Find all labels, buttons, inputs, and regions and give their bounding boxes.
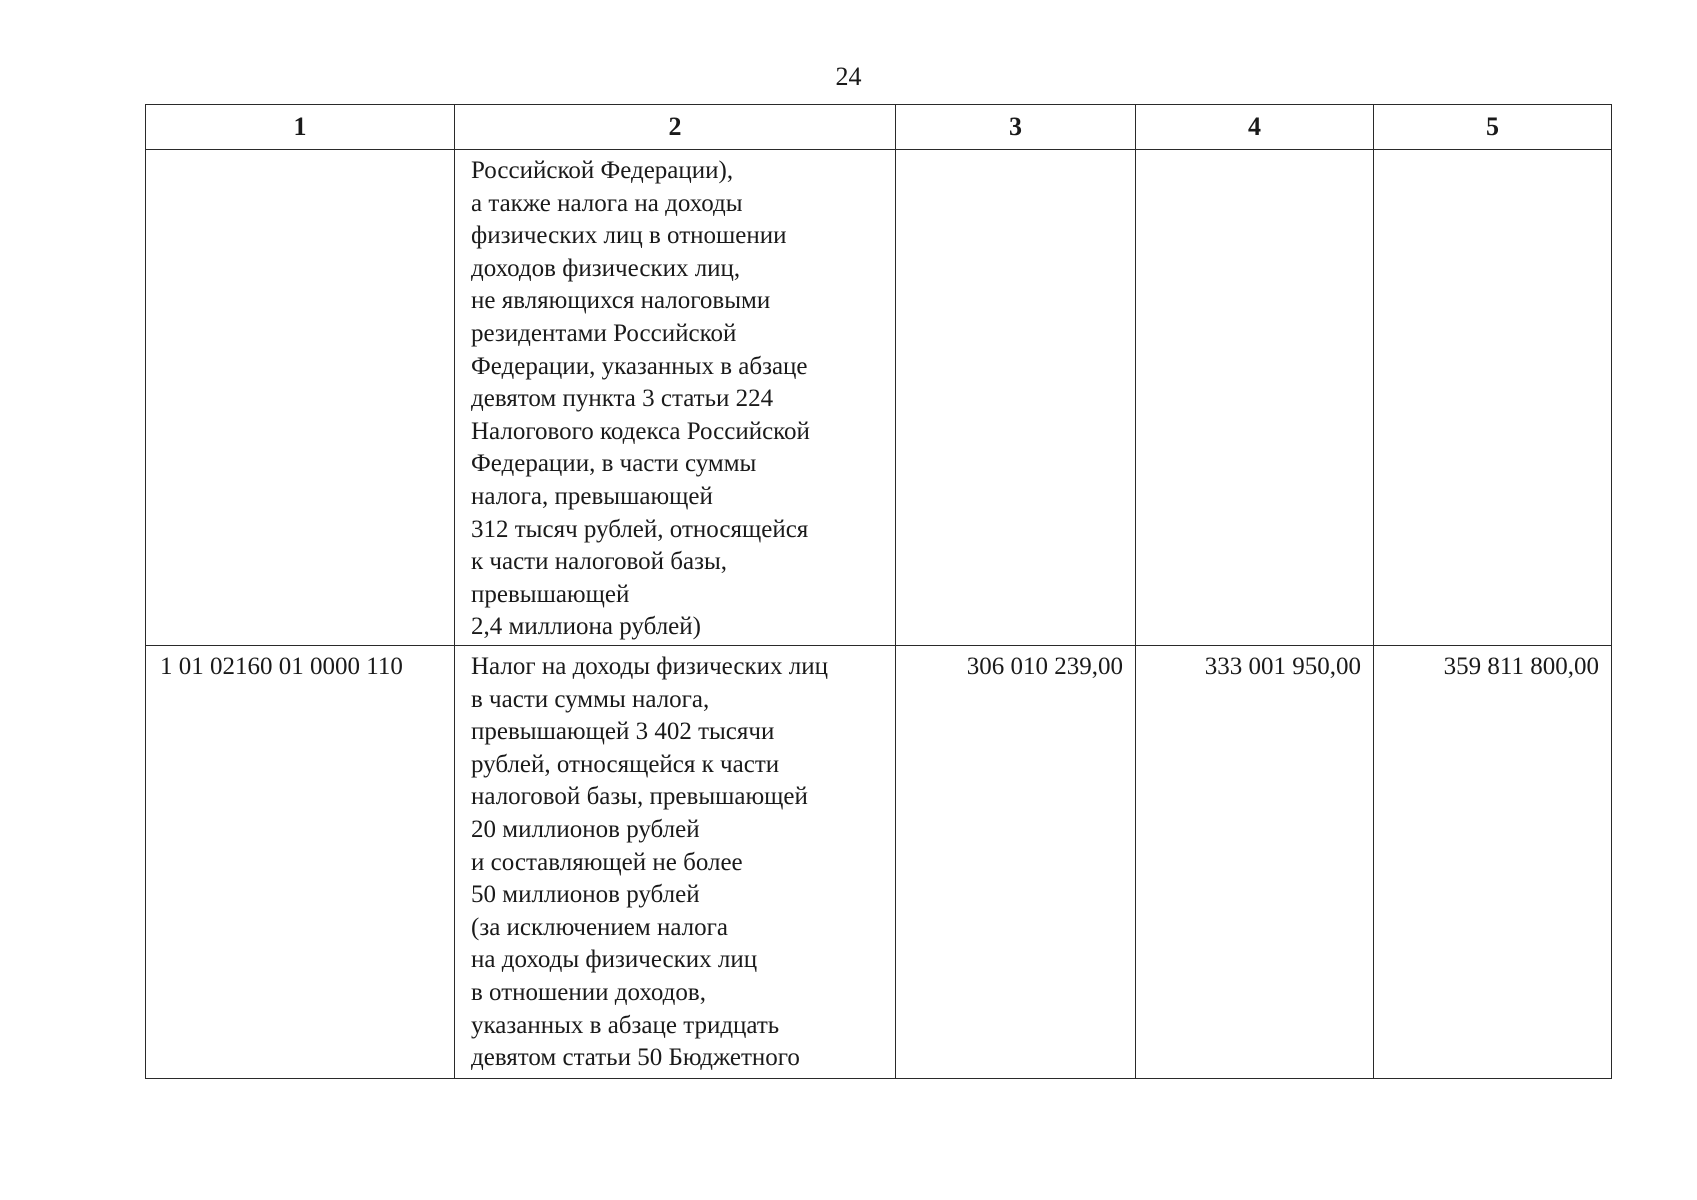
column-header-5: 5 [1374, 105, 1612, 150]
description-cell [455, 646, 896, 1079]
description-line: доходов физических лиц, [471, 254, 741, 282]
description-cell [455, 150, 896, 646]
description-line: и составляющей не более [471, 848, 743, 876]
table-row [146, 150, 1612, 646]
description-line: 312 тысяч рублей, относящейся [471, 515, 809, 543]
table-header-row [146, 105, 1612, 150]
description-line: превышающей [471, 580, 630, 608]
description-line: указанных в абзаце тридцать [471, 1011, 780, 1039]
amount-cell-col5: 359 811 800,00 [1374, 646, 1612, 1079]
description-line: Федерации, в части суммы [471, 450, 757, 478]
code-cell: 1 01 02160 01 0000 110 [146, 646, 455, 1079]
description-line: (за исключением налога [471, 913, 728, 941]
description-line: Налог на доходы физических лиц [471, 653, 828, 680]
description-line: не являющихся налоговыми [471, 287, 771, 315]
table-row [146, 646, 1612, 1079]
description-line: девятом пункта 3 статьи 224 [471, 385, 774, 413]
amount-cell-col5 [1374, 150, 1612, 646]
description-line: Федерации, указанных в абзаце [471, 352, 808, 380]
description-line: рублей, относящейся к части [471, 750, 780, 778]
description-line: превышающей 3 402 тысячи [471, 718, 775, 746]
column-header-2: 2 [455, 105, 896, 150]
description-line: 20 миллионов рублей [471, 815, 700, 843]
description-line: Российской Федерации), [471, 157, 734, 184]
description-line: налоговой базы, превышающей [471, 783, 808, 811]
description-line: а также налога на доходы [471, 189, 743, 217]
column-header-1: 1 [146, 105, 455, 150]
description-line: Налогового кодекса Российской [471, 417, 810, 445]
column-header-4: 4 [1136, 105, 1374, 150]
amount-cell-col3 [896, 150, 1136, 646]
description-line: физических лиц в отношении [471, 222, 787, 250]
amount-cell-col4: 333 001 950,00 [1136, 646, 1374, 1079]
amount-cell-col4 [1136, 150, 1374, 646]
page-number: 24 [835, 62, 862, 91]
code-cell [146, 150, 455, 646]
budget-table [145, 104, 1612, 1079]
description-line: 2,4 миллиона рублей) [471, 613, 701, 641]
description-line: в части суммы налога, [471, 685, 710, 713]
amount-cell-col3: 306 010 239,00 [896, 646, 1136, 1079]
description-line: резидентами Российской [471, 319, 737, 347]
column-header-3: 3 [896, 105, 1136, 150]
description-line: девятом статьи 50 Бюджетного [471, 1044, 800, 1072]
description-line: налога, превышающей [471, 482, 713, 510]
description-line: 50 миллионов рублей [471, 881, 700, 909]
description-line: на доходы физических лиц [471, 946, 758, 974]
description-line: в отношении доходов, [471, 978, 706, 1006]
description-line: к части налоговой базы, [471, 548, 728, 576]
